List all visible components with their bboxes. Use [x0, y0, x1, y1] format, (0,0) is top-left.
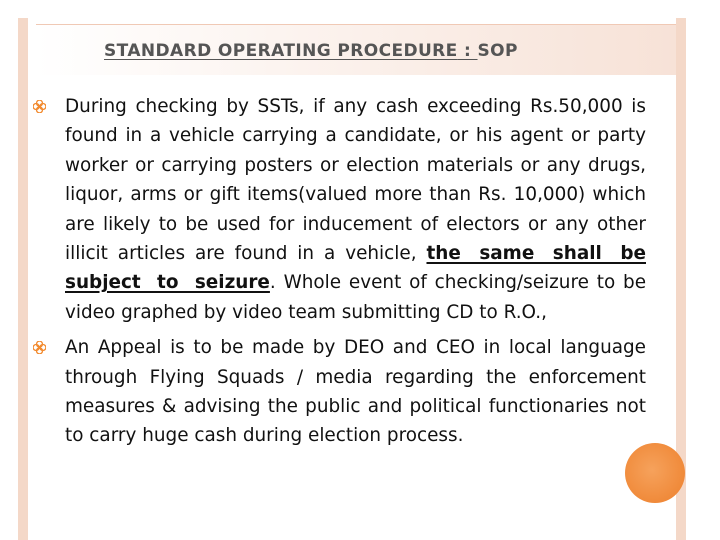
slide-title-suffix: SOP: [477, 41, 518, 61]
bullet-1-text-end: . Whole event of checking/seizure to be video graphed by video team submitting CD to R.O.,: [65, 272, 647, 323]
slide-body: [65, 92, 646, 451]
bullet-item-2: [65, 333, 646, 451]
bullet-1-text-start: During checking by SSTs, if any cash exceeding Rs.50,000 is found in a vehicle carrying a candidate, or his agent or party worker or carrying posters or election materials or any drugs, liquor, arms or gift items(valued more than Rs. 10,000) which are likely to be used for inducement of electors or any other illicit articles are found in a vehicle,: [65, 96, 646, 265]
bullet-2-text: An Appeal is to be made by DEO and CEO in local language through Flying Squads / media regarding the enforcement measures & advising the public and political functionaries not to carry huge cash during election process.: [65, 337, 646, 447]
bullet-item-1: [65, 92, 646, 327]
bullet-1-emphasis: the same shall be subject to seizure: [65, 243, 646, 294]
slide-title-main: STANDARD OPERATING PROCEDURE: [104, 41, 458, 61]
slide-title: [104, 41, 518, 61]
slide-title-separator: :: [457, 41, 478, 61]
four-petal-flower-icon: [33, 341, 46, 354]
orange-circle-decoration: [625, 443, 685, 503]
slide-frame-left: [18, 18, 28, 540]
four-petal-flower-icon: [33, 100, 46, 113]
